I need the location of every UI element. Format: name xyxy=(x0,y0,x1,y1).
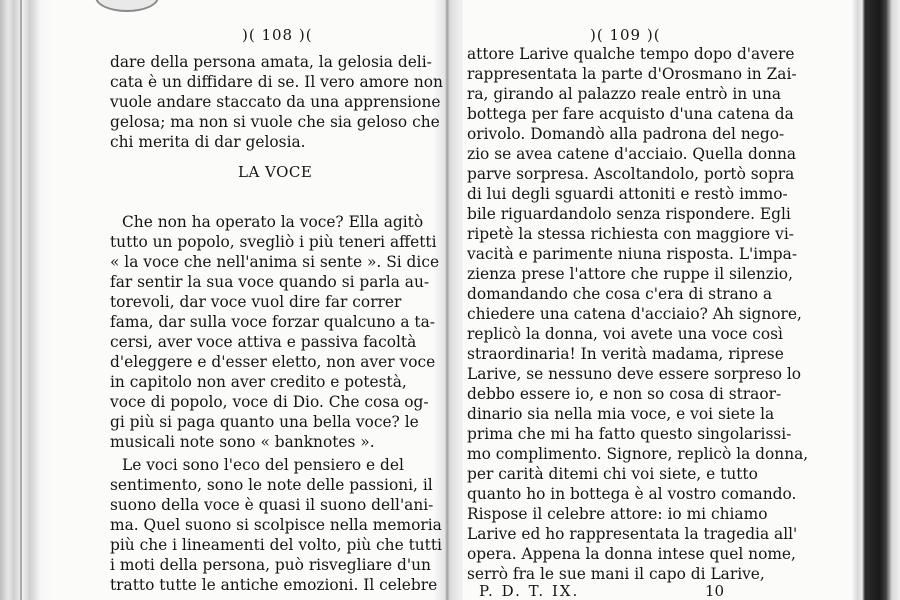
text-line: parve sorpresa. Ascoltandolo, portò sopra xyxy=(467,165,795,183)
text-line: domandando che cosa c'era di strano a xyxy=(467,285,773,303)
text-line: Rispose il celebre attore: io mi chiamo xyxy=(467,505,768,523)
text-line: mo complimento. Signore, replicò la donna, xyxy=(467,445,809,463)
right-binding-edge xyxy=(852,0,900,600)
text-line: cata è un diffidare di se. Il vero amore non xyxy=(110,73,443,91)
text-line: dare della persona amata, la gelosia deli- xyxy=(110,53,432,71)
text-line: dinario sia nella mia voce, e voi siete la xyxy=(467,405,775,423)
text-line: chi merita di dar gelosia. xyxy=(110,133,306,151)
text-line: bile riguardandolo senza rispondere. Egli xyxy=(467,205,791,223)
text-line: attore Larive qualche tempo dopo d'avere xyxy=(467,45,795,63)
text-line: serrò fra le sue mani il capo di Larive, xyxy=(467,565,765,583)
text-line: suono della voce è quasi il suono dell'ani- xyxy=(110,496,434,514)
text-line: per carità ditemi chi voi siete, e tutto xyxy=(467,465,758,483)
text-line: prima che mi ha fatto questo singolarissi- xyxy=(467,425,792,443)
text-line: Larive ed ho rappresentata la tragedia all' xyxy=(467,525,798,543)
text-line: ripetè la stessa richiesta con maggiore vi- xyxy=(467,225,794,243)
text-line: vuole andare staccato da una apprensione xyxy=(110,93,441,111)
text-line: di lui degli sguardi attoniti e restò immo- xyxy=(467,185,788,203)
page-number-left: )( 108 )( xyxy=(242,26,313,44)
text-line: cersi, aver voce attiva e passiva facoltà xyxy=(110,333,417,351)
left-page xyxy=(110,0,443,600)
text-line: vacità e parimente niuna risposta. L'impa- xyxy=(467,245,798,263)
text-line: torevoli, dar voce vuol dire far correr xyxy=(110,293,402,311)
text-line: Che non ha operato la voce? Ella agitò xyxy=(122,213,424,231)
text-line: tutto un popolo, svegliò i più teneri affetti xyxy=(110,233,437,251)
text-line: gi più si paga quanto una bella voce? le xyxy=(110,413,419,431)
text-line: « la voce che nell'anima si sente ». Si dice xyxy=(110,253,440,271)
text-line: bottega per fare acquisto d'una catena da xyxy=(467,105,794,123)
page-number-right: )( 109 )( xyxy=(590,26,661,44)
text-line: fama, dar sulla voce forzar qualcuno a ta- xyxy=(110,313,435,331)
text-line: Larive, se nessuno deve essere sorpreso lo xyxy=(467,365,802,383)
left-page-edge xyxy=(0,0,52,600)
text-line: i moti della persona, può risvegliare d'un xyxy=(110,556,431,574)
text-line: sentimento, sono le note delle passioni, il xyxy=(110,476,433,494)
text-line: più che i lineamenti del volto, più che tutti xyxy=(110,536,442,554)
text-line: rappresentata la parte d'Orosmano in Zai- xyxy=(467,65,797,83)
text-line: orivolo. Domandò alla padrona del nego- xyxy=(467,125,785,143)
text-line: voce di popolo, voce di Dio. Che cosa og- xyxy=(110,393,429,411)
text-line: in capitolo non aver credito e potestà, xyxy=(110,373,407,391)
text-line: musicali note sono « banknotes ». xyxy=(110,433,375,451)
right-page xyxy=(467,0,809,600)
text-line: debbo essere io, e non so cosa di straor- xyxy=(467,385,782,403)
text-line: straordinaria! In verità madama, riprese xyxy=(467,345,784,363)
signature-mark: P. D. T. IX. xyxy=(479,582,580,600)
text-line: ra, girando al palazzo reale entrò in una xyxy=(467,85,782,103)
text-line: ma. Quel suono si scolpisce nella memoria xyxy=(110,516,442,534)
text-line: chiedere una catena d'acciaio? Ah signore, xyxy=(467,305,802,323)
text-line: opera. Appena la donna intese quel nome, xyxy=(467,545,796,563)
text-line: Le voci sono l'eco del pensiero e del xyxy=(122,456,404,474)
text-line: quanto ho in bottega è al vostro comando. xyxy=(467,485,797,503)
text-line: replicò la donna, voi avete una voce così xyxy=(467,325,783,343)
text-line: far sentir la sua voce quando si parla au- xyxy=(110,273,430,291)
text-line: gelosa; ma non si vuole che sia geloso che xyxy=(110,113,440,131)
text-line: zienza prese l'attore che ruppe il silenzio, xyxy=(467,265,793,283)
text-line: tratto tutte le antiche emozioni. Il celebre xyxy=(110,576,438,594)
text-line: zio se avea catene d'acciaio. Quella donna xyxy=(467,145,797,163)
sheet-number: 10 xyxy=(705,582,725,600)
text-line: d'eleggere e d'esser eletto, non aver voce xyxy=(110,353,436,371)
section-heading: LA VOCE xyxy=(238,163,313,181)
